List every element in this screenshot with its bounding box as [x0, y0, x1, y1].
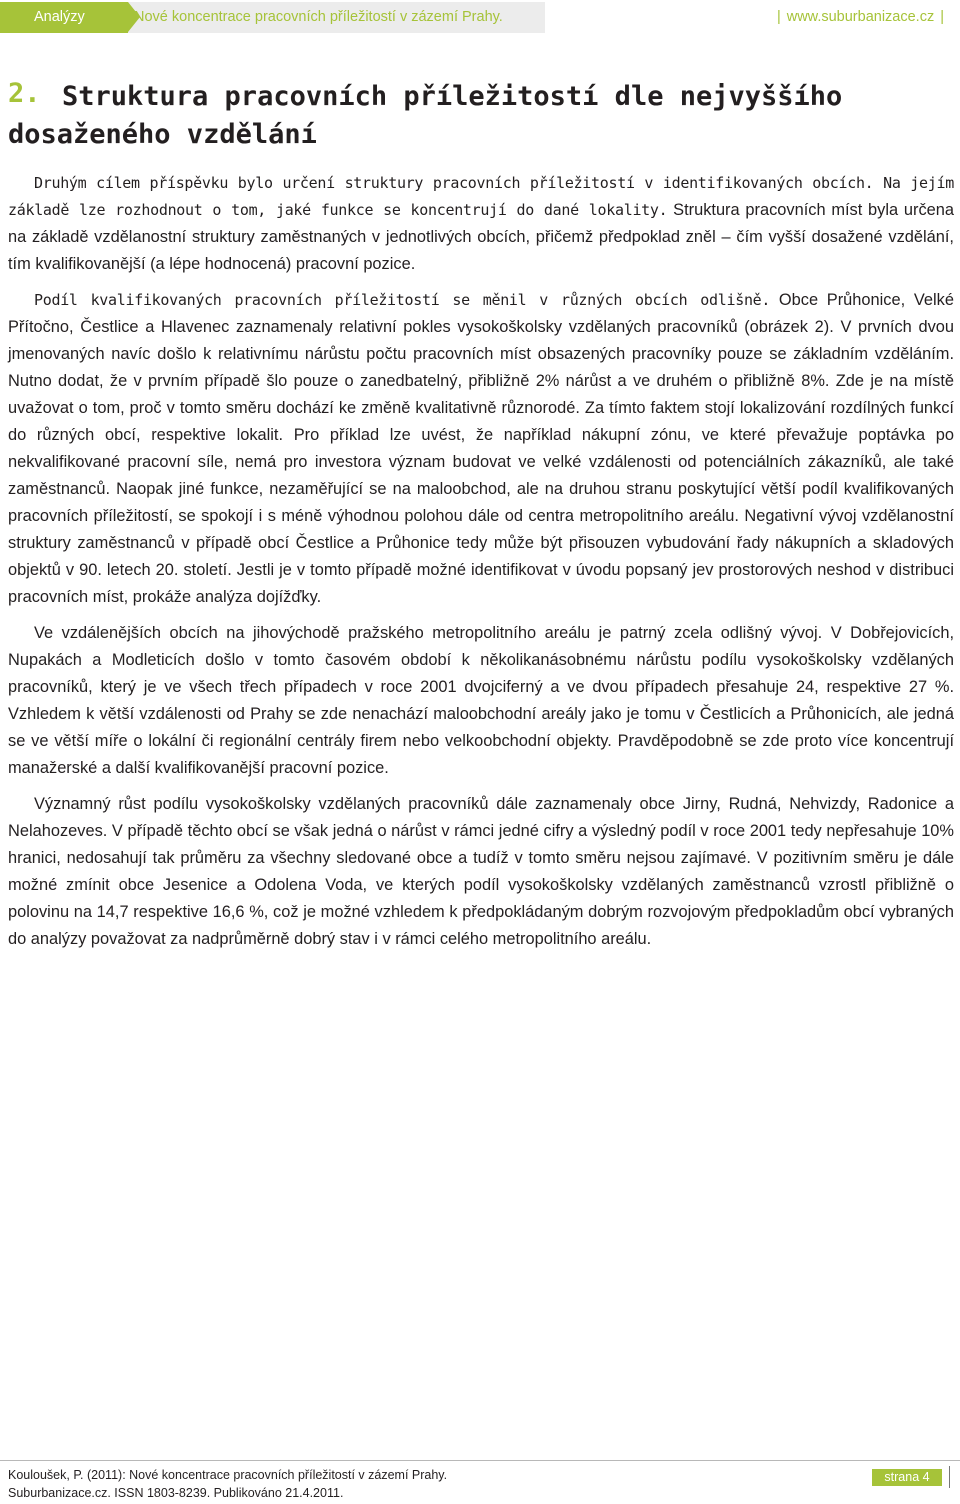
paragraph-2 — [8, 287, 954, 611]
footer-divider — [0, 1460, 960, 1461]
header-article-title: Nové koncentrace pracovních příležitostí v zázemí Prahy. — [120, 2, 545, 33]
section-number: 2. — [8, 78, 41, 109]
page-number-badge: strana 4 — [872, 1469, 942, 1486]
header-site — [771, 2, 950, 33]
paragraph-2-rest: Obce Průhonice, Velké Přítočno, Čestlice a Hlavenec zaznamenaly relativní pokles vysokoškolsky vzdělaných pracovníků (obrázek 2). V prvních dvou jmenovaných navíc došlo k relativnímu nárůstu počtu pracovních míst obsazených pracovníky pouze se základním vzděláním. Nutno dodat, že v prvním případě šlo pouze o zanedbatelný, přibližně 2% nárůst a ve druhém o přibližně 8%. Zde je na místě uvažovat o tom, proč v tomto směru dochází ke změně kvalitativně různorodé. Za tímto faktem stojí lokalizování rozdílných funkcí do různých obcí, respektive lokalit. Pro příklad lze uvést, že například nákupní zónu, ve které převažuje poptávka po nekvalifikované pracovní síle, nemá pro investora význam budovat ve velké vzdálenosti od potenciálních zákazníků, ale také zaměstnanců. Naopak jiné funkce, nezaměřující se na maloobchod, ale na druhou stranu poskytující větší podíl kvalifikovaných pracovních příležitostí, se spokojí i s méně výhodnou polohou dále od centra metropolitního areálu. Negativní vývoj vzdělanostní struktury zaměstnanců v případě obcí Čestlice a Průhonice tedy může být přisouzen vybudování řady nákupních a skladových objektů v 90. letech 20. století. Jestli je v tomto případě možné identifikovat v úvodu popsaný jev prostorových neshod v distribuci pracovních míst, prokáže analýza dojížďky. — [8, 291, 954, 606]
paragraph-1 — [8, 170, 954, 278]
header-arrow-shape — [128, 2, 140, 32]
footer-citation-line: Kouloušek, P. (2011): Nové koncentrace pracovních příležitostí v zázemí Prahy. — [8, 1468, 448, 1482]
site-link[interactable]: www.suburbanizace.cz — [786, 9, 935, 25]
section-title-line1: Struktura pracovních příležitostí dle nejvyššího — [62, 81, 843, 112]
paragraph-1-rest: Struktura pracovních míst byla určena na základě vzdělanostní struktury zaměstnaných v jednotlivých obcích, přičemž předpoklad zněl – čím vyšší dosažené vzdělání, tím kvalifikovanější (a lépe hodnocená) pracovní pozice. — [8, 201, 955, 273]
header-category[interactable]: Analýzy — [0, 2, 128, 33]
paragraph-1-lead: Druhým cílem příspěvku bylo určení struktury pracovních příležitostí v identifikovaných obcích. Na jejím základě lze rozhodnout o tom, jaké funkce se koncentrují do dané lokality. — [8, 174, 954, 219]
header-divider-right: | — [940, 9, 944, 25]
header-divider-left: | — [776, 9, 781, 25]
section-title-line2: dosaženého vzdělání — [8, 119, 317, 150]
article-body — [8, 170, 954, 962]
paragraph-4: Významný růst podílu vysokoškolsky vzdělaných pracovníků dále zaznamenaly obce Jirny, Rudná, Nehvizdy, Radonice a Nelahozeves. V případě těchto obcí se však jedná o nárůst v rámci jedné cifry a výsledný podíl v roce 2001 tedy nepřesahuje 10% hranici, nedosahují tak průměru za všechny sledované obce a tudíž v tomto směru nejsou zajímavé. V pozitivním směru je dále možné zmínit obce Jesenice a Odolena Voda, ve kterých podíl vysokoškolsky vzdělaných zaměstnanců vzrostl přibližně o polovinu na 14,7 respektive 16,6 %, což je možné vzhledem k předpokládaným dobrým rozvojovým předpokladům obcí vybraných do analýzy považovat za nadprůměrně dobrý stav i v rámci celého metropolitního areálu. — [8, 795, 954, 948]
paragraph-3: Ve vzdálenějších obcích na jihovýchodě pražského metropolitního areálu je patrný zcela odlišný vývoj. V Dobřejovicích, Nupakách a Modleticích došlo v tomto časovém období k několikanásobnému nárůstu podílu vysokoškolsky vzdělaných pracovníků, který je ve všech třech případech v roce 2001 dvojciferný a ve dvou případech přesahuje 24, respektive 27 %. Vzhledem k větší vzdálenosti od Prahy se zde nenachází maloobchodní areály jako je tomu v Čestlicích a Průhonicích, ale jedná se ve větší míře o lokální či regionální centrály firem nebo velkoobchodní objekty. Pravděpodobně se zde proto více koncentrují manažerské a další kvalifikovanější pracovní pozice. — [8, 624, 954, 777]
footer-issn-line: Suburbanizace.cz. ISSN 1803-8239. Publikováno 21.4.2011. — [8, 1486, 344, 1500]
footer-citation — [8, 1466, 447, 1502]
page-header — [0, 0, 960, 36]
paragraph-2-lead: Podíl kvalifikovaných pracovních příležitostí se měnil v různých obcích odlišně. — [34, 291, 771, 309]
footer-rule — [949, 1466, 950, 1488]
section-title — [8, 78, 882, 154]
